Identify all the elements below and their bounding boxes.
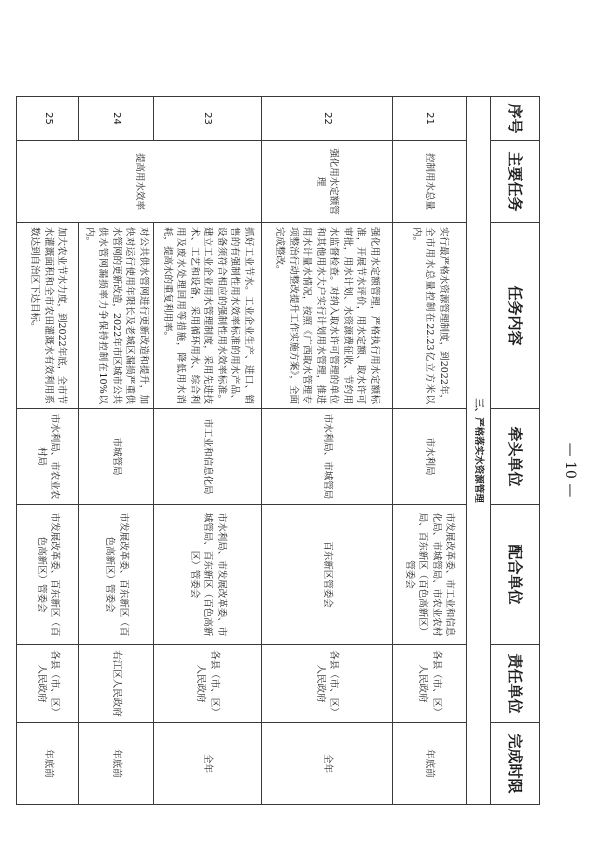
row-content: 强化用水定额管理，严格执行用水定额标准，开展节水评价，用水定额、取水许可审批，用水计划、水资源费征收、节约用水监督检查。对纳入取水许可管理的单位和其他用水大户实行计划用水管理，推进用水计量水情况，按照《广西取水管理专项整治行动整改提升工作实施方案》，全面完成整改。: [262, 223, 393, 409]
row-deadline: 年底前: [17, 723, 79, 805]
row-no: 23: [154, 97, 262, 141]
row-no: 21: [393, 97, 467, 141]
row-lead: 市水利局: [393, 409, 467, 505]
row-deadline: 年底前: [79, 723, 154, 805]
row-content: 抓好工业节水。工业企业生产、进口、销售的有强制性用水效率标准的用水产品、设备须符合相应的强制性用水效率标准。建立工业企业用水管理制度，采用先进技术、工艺和设备，采用循环用水、综合利用及废水处理回用等措施，降低用水消耗，提高水的重复利用率。: [154, 223, 262, 409]
row-content: 加大农业节水力度，到2022年底，全市节水灌溉面积和全市农田灌溉水有效利用系数达到自治区下达目标。: [17, 223, 79, 409]
table-row: [393, 97, 467, 805]
row-coop: 市发展改革委、市工业和信息化局、市城管局、市农业农村局、百东新区（百色高新区）管委会: [393, 505, 467, 645]
header-task: 主要任务: [491, 141, 540, 223]
row-deadline: 年底前: [393, 723, 467, 805]
task-table: [17, 96, 541, 805]
row-resp: 右江区人民政府: [79, 645, 154, 723]
row-resp: 各县（市、区）人民政府: [393, 645, 467, 723]
header-lead: 牵头单位: [491, 409, 540, 505]
row-task: 控制用水总量: [393, 141, 467, 223]
row-no: 25: [17, 97, 79, 141]
row-coop: 市发展改革委、百东新区（百色高新区）管委会: [17, 505, 79, 645]
row-task: 提高用水效率: [17, 141, 262, 223]
table-row: [262, 97, 393, 805]
row-deadline: 全年: [154, 723, 262, 805]
header-coop: 配合单位: [491, 505, 540, 645]
row-resp: 各县（市、区）人民政府: [154, 645, 262, 723]
header-no: 序号: [491, 97, 540, 141]
row-coop: 市发展改革委、百东新区（百色高新区）管委会: [79, 505, 154, 645]
row-lead: 市水利局、市农业农村局: [17, 409, 79, 505]
row-lead: 市城管局: [79, 409, 154, 505]
header-row: [491, 97, 540, 805]
row-resp: 各县（市、区）人民政府: [262, 645, 393, 723]
row-coop: 百东新区管委会: [262, 505, 393, 645]
row-lead: 市工业和信息化局: [154, 409, 262, 505]
row-no: 24: [79, 97, 154, 141]
row-task: 强化用水定额管理: [262, 141, 393, 223]
header-content: 任务内容: [491, 223, 540, 409]
header-deadline: 完成时限: [491, 723, 540, 805]
section-row: [467, 97, 491, 805]
row-lead: 市水利局、市城管局: [262, 409, 393, 505]
row-content: 对公共供水管网进行更新改造和提升，加快对运行使用年限长及老城区漏损严重供水管网的更新改造，2022年市区城市公共供水管网漏损率力争保持控制在10%以内。: [79, 223, 154, 409]
row-no: 22: [262, 97, 393, 141]
table-row: [154, 97, 262, 805]
row-resp: 各县（市、区）人民政府: [17, 645, 79, 723]
section-title: 三、严格落实水资源管理: [467, 97, 491, 805]
row-content: 实行最严格水资源管理制度，到2022年，全市用水总量控制在22.23亿立方米以内。: [393, 223, 467, 409]
row-deadline: 全年: [262, 723, 393, 805]
page-number: — 10 —: [562, 442, 578, 498]
row-coop: 市水利局、市发展改革委、市城管局、百东新区（百色高新区）管委会: [154, 505, 262, 645]
header-resp: 责任单位: [491, 645, 540, 723]
